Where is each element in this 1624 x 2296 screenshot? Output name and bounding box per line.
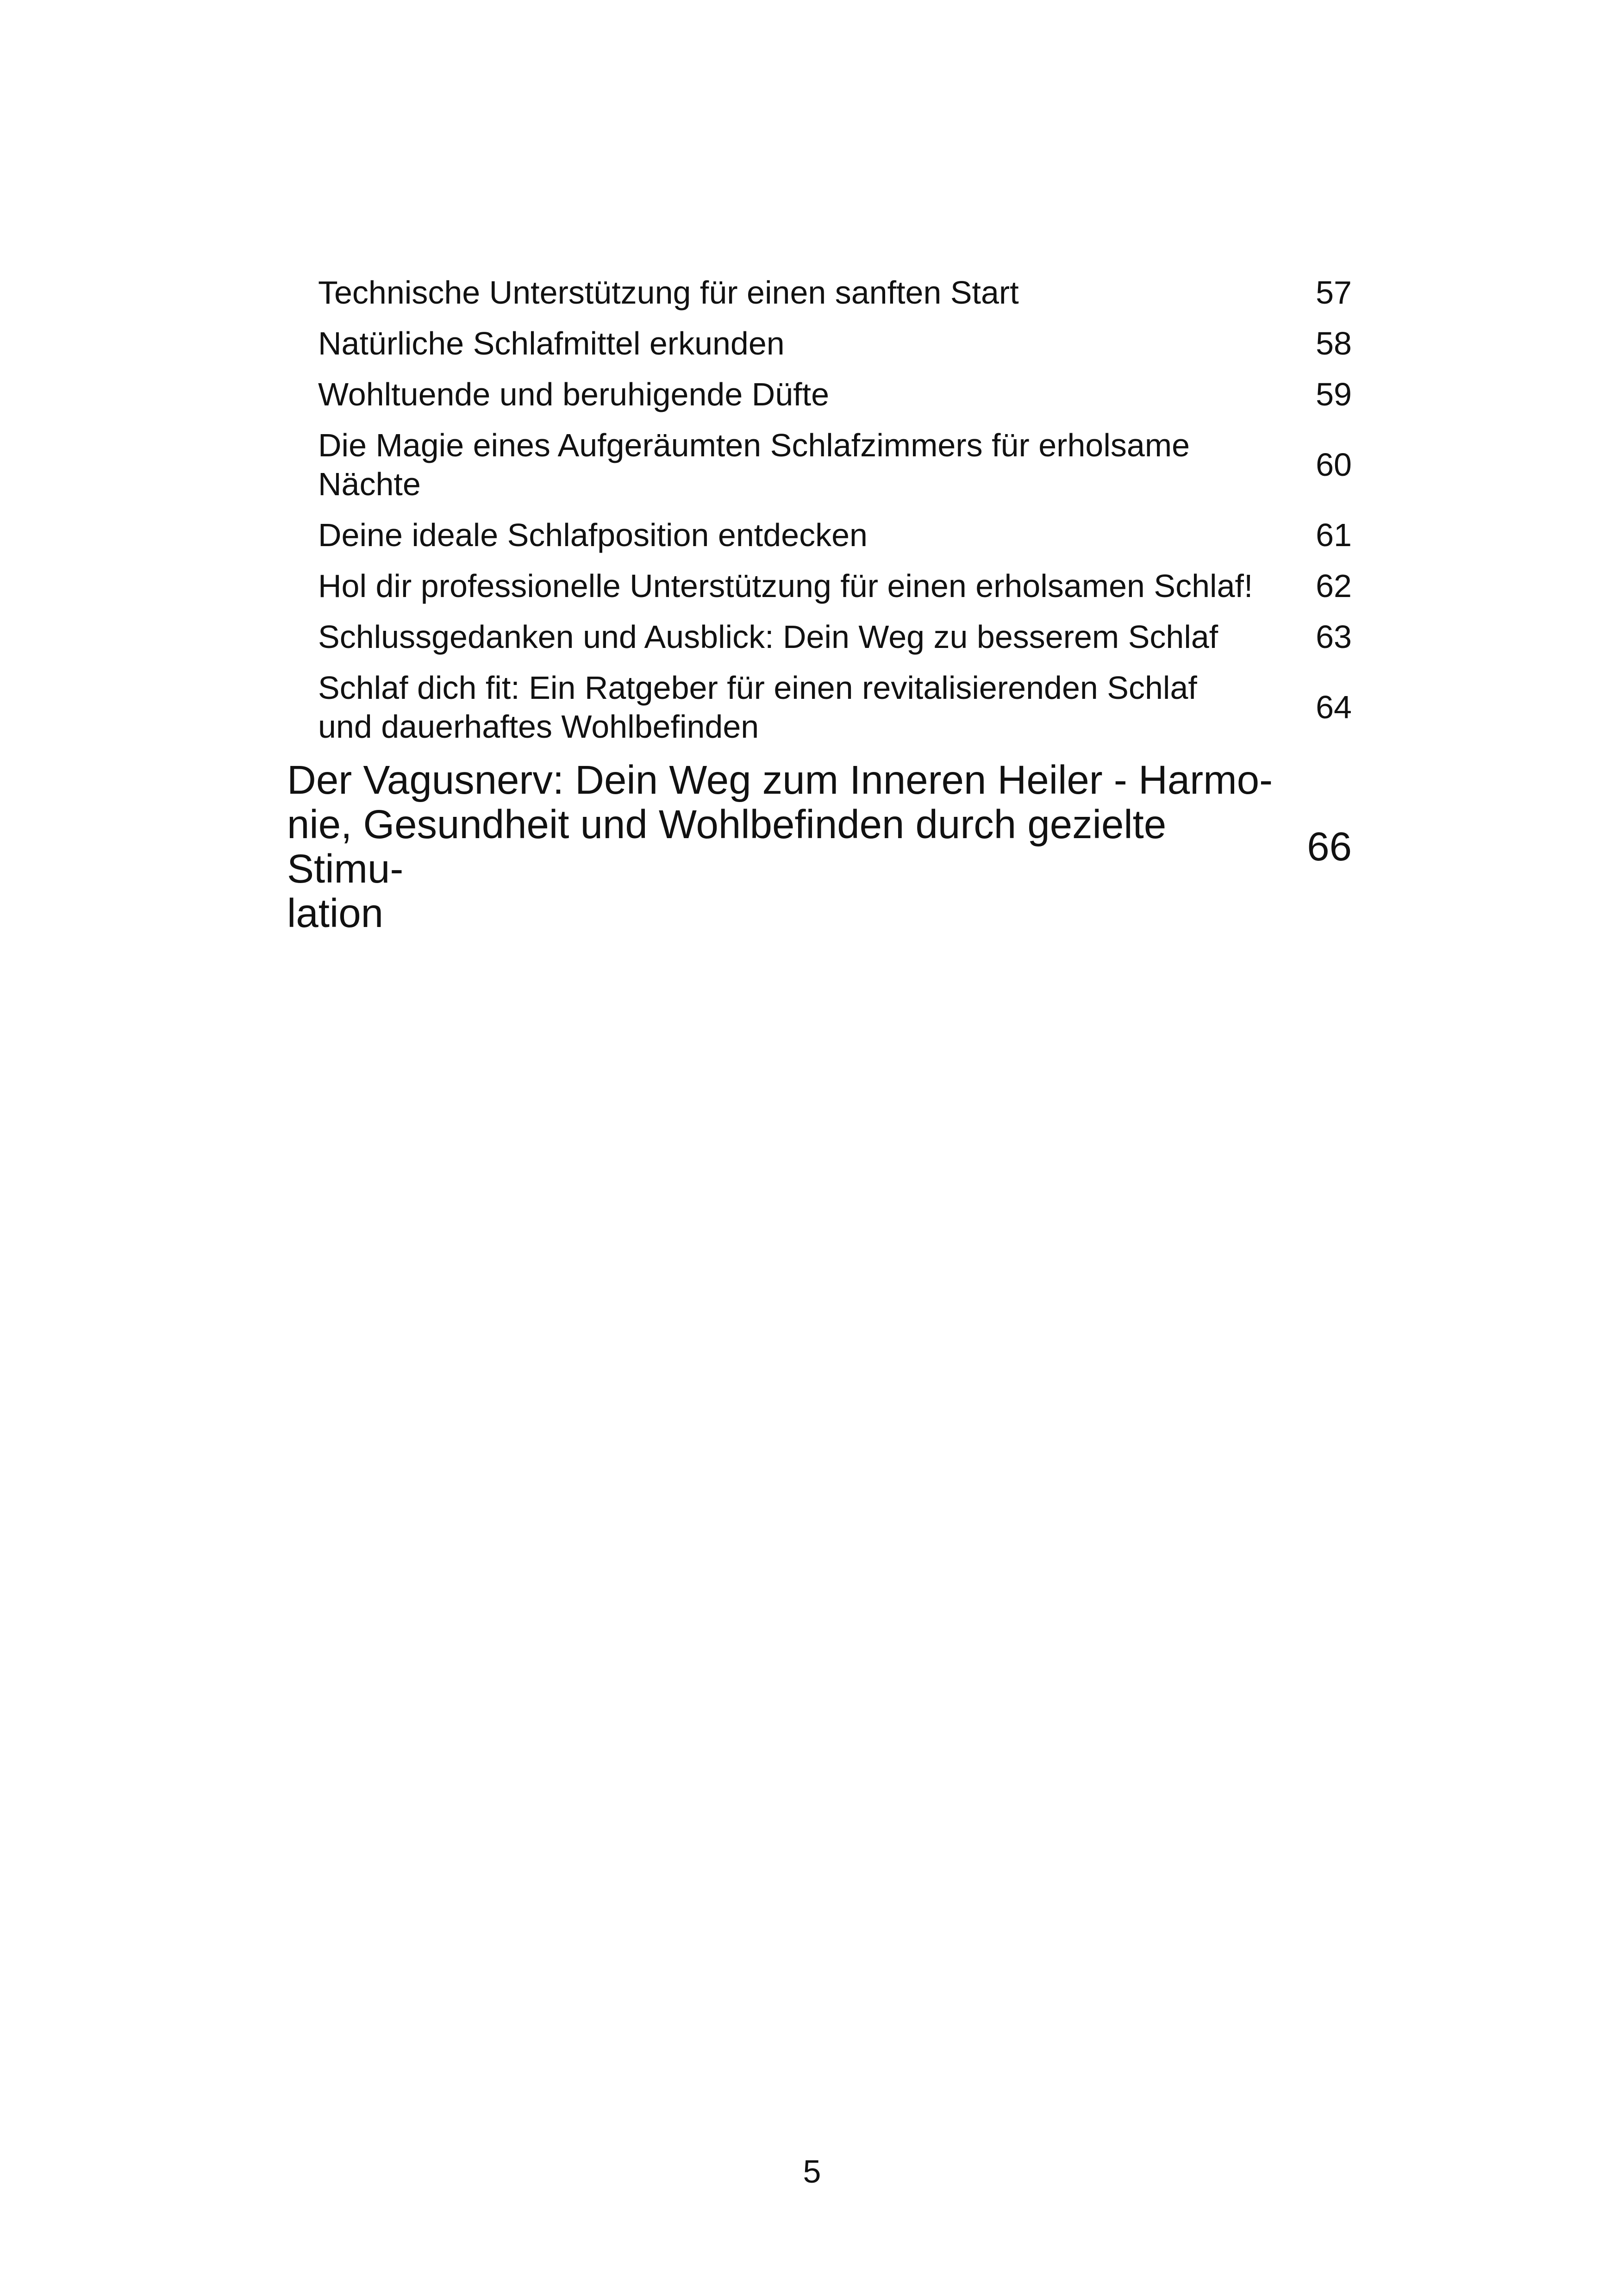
- toc-entry-page: 60: [1316, 447, 1352, 483]
- toc-entry-page: 61: [1316, 517, 1352, 553]
- toc-entry-title: Die Magie eines Aufgeräumten Schlafzimmers für erholsame Nächte: [318, 427, 1190, 502]
- toc-entry[interactable]: [318, 324, 1352, 363]
- table-of-contents: [287, 273, 1352, 936]
- toc-entry-page: 64: [1316, 689, 1352, 725]
- toc-entry-page: 63: [1316, 619, 1352, 655]
- toc-entry[interactable]: [318, 426, 1352, 504]
- toc-chapter-entry[interactable]: [287, 758, 1352, 936]
- toc-entry[interactable]: [318, 375, 1352, 414]
- toc-entry[interactable]: [318, 617, 1352, 656]
- toc-entry-title: Technische Unterstützung für einen sanften Start: [318, 274, 1019, 311]
- toc-chapter-title: Der Vagusnerv: Dein Weg zum Inneren Heiler - Harmo- nie, Gesundheit und Wohlbefinden durch gezielte Stimu- lation: [287, 758, 1273, 936]
- toc-entry-page: 57: [1316, 274, 1352, 311]
- page-number: 5: [803, 2153, 821, 2190]
- toc-entry[interactable]: [318, 516, 1352, 554]
- toc-entry-title: Hol dir professionelle Unterstützung für einen erholsamen Schlaf!: [318, 568, 1253, 604]
- toc-entry-title: Wohltuende und beruhigende Düfte: [318, 376, 830, 412]
- toc-chapter-page: 66: [1307, 824, 1352, 869]
- toc-entry-title: Deine ideale Schlafposition entdecken: [318, 517, 868, 553]
- toc-entry[interactable]: [318, 668, 1352, 746]
- toc-entry-title: Schlussgedanken und Ausblick: Dein Weg zu besserem Schlaf: [318, 619, 1218, 655]
- toc-entry[interactable]: [318, 273, 1352, 312]
- toc-entry-page: 58: [1316, 325, 1352, 361]
- toc-entry-title: Schlaf dich fit: Ein Ratgeber für einen revitalisierenden Schlaf und dauerhaftes Wohlbefinden: [318, 670, 1197, 745]
- toc-entry-title: Natürliche Schlafmittel erkunden: [318, 325, 785, 361]
- toc-entry-page: 62: [1316, 568, 1352, 604]
- toc-entry[interactable]: [318, 566, 1352, 605]
- toc-entry-page: 59: [1316, 376, 1352, 412]
